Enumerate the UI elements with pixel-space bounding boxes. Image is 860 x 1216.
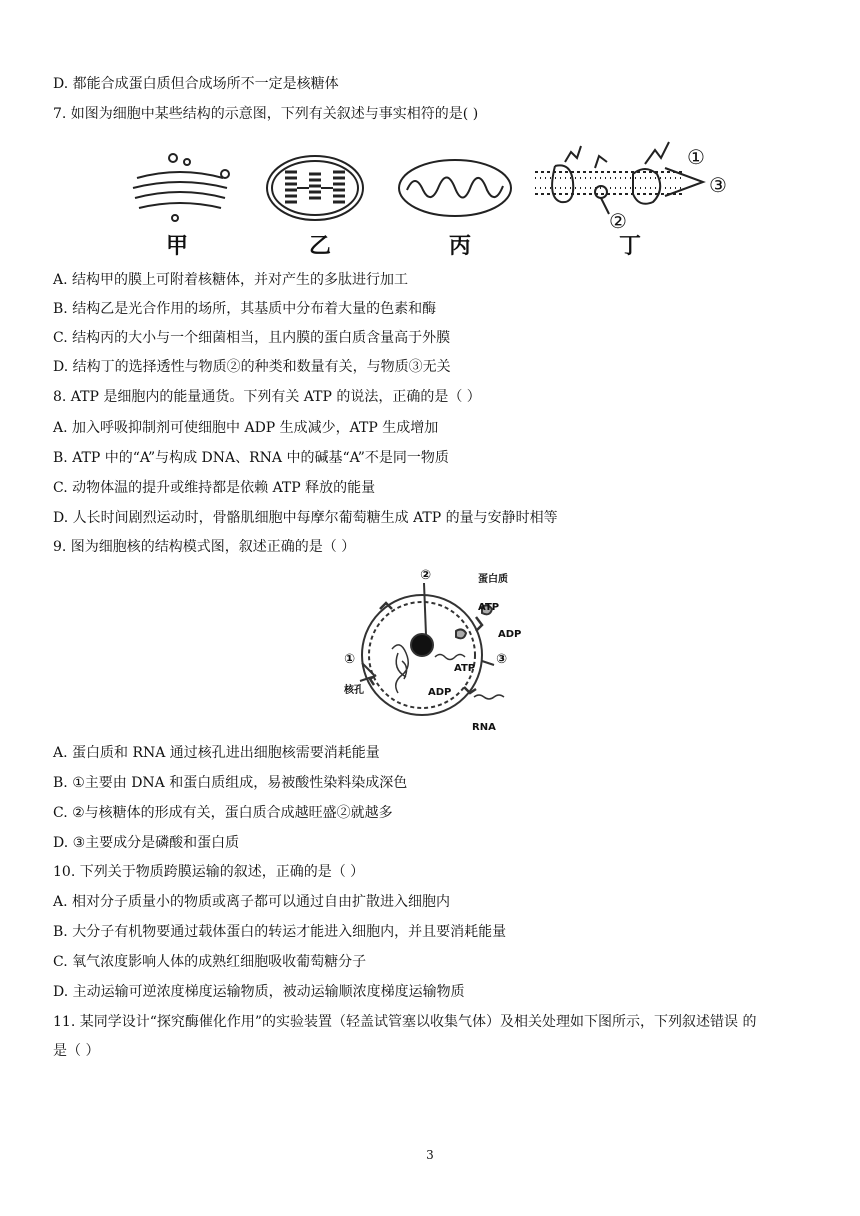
q7-option-b: B. 结构乙是光合作用的场所，其基质中分布着大量的色素和酶 (53, 301, 437, 317)
q9-option-d: D. ③主要成分是磷酸和蛋白质 (53, 835, 240, 851)
cell-membrane (535, 142, 703, 214)
marker-1: ① (687, 145, 705, 169)
label-yi: 乙 (308, 234, 332, 259)
label-adp-bottom: ADP (428, 687, 452, 698)
marker-3: ③ (709, 173, 727, 197)
label-bing: 丙 (448, 234, 472, 259)
label-atp-bottom: ATP (454, 663, 476, 674)
question-7: 7. 如图为细胞中某些结构的示意图，下列有关叙述与事实相符的是( ) (53, 106, 479, 122)
question-10: 10. 下列关于物质跨膜运输的叙述，正确的是（ ） (53, 864, 365, 880)
q8-option-b: B. ATP 中的“A”与构成 DNA、RNA 中的碱基“A”不是同一物质 (53, 450, 449, 466)
q8-option-c: C. 动物体温的提升或维持都是依赖 ATP 释放的能量 (53, 480, 376, 496)
label-nuclear-pore: 核孔 (344, 685, 364, 696)
nucleus-marker-2: ② (420, 568, 432, 583)
q8-option-d: D. 人长时间剧烈运动时，骨骼肌细胞中每摩尔葡萄糖生成 ATP 的量与安静时相等 (53, 510, 558, 526)
q7-option-a: A. 结构甲的膜上可附着核糖体，并对产生的多肽进行加工 (53, 272, 409, 288)
q10-option-a: A. 相对分子质量小的物质或离子都可以通过自由扩散进入细胞内 (53, 894, 451, 910)
question-8: 8. ATP 是细胞内的能量通货。下列有关 ATP 的说法，正确的是（ ） (53, 389, 481, 405)
label-protein: 蛋白质 (478, 574, 508, 585)
page-number: 3 (426, 1148, 434, 1162)
chloroplast (267, 156, 363, 220)
label-adp-top: ADP (498, 629, 522, 640)
q10-option-d: D. 主动运输可逆浓度梯度运输物质，被动运输顺浓度梯度运输物质 (53, 984, 465, 1000)
nucleus-figure (340, 565, 530, 737)
label-atp-top: ATP (478, 602, 500, 613)
nucleus-marker-1: ① (344, 652, 356, 667)
question-11-line1: 11. 某同学设计“探究酶催化作用”的实验装置（轻盖试管塞以收集气体）及相关处理如下图所示，下列叙述错误 的 (53, 1014, 757, 1030)
organelle-figure (125, 128, 735, 260)
label-rna: RNA (472, 722, 496, 733)
q9-option-b: B. ①主要由 DNA 和蛋白质组成，易被酸性染料染成深色 (53, 775, 408, 791)
label-jia: 甲 (165, 234, 189, 259)
q7-option-c: C. 结构丙的大小与一个细菌相当，且内膜的蛋白质含量高于外膜 (53, 330, 451, 346)
q8-option-a: A. 加入呼吸抑制剂可使细胞中 ADP 生成减少，ATP 生成增加 (53, 420, 439, 436)
question-11-line2: 是（ ） (53, 1043, 100, 1059)
option-d-q6: D. 都能合成蛋白质但合成场所不一定是核糖体 (53, 76, 339, 92)
q9-option-c: C. ②与核糖体的形成有关，蛋白质合成越旺盛②就越多 (53, 805, 393, 821)
q10-option-c: C. 氧气浓度影响人体的成熟红细胞吸收葡萄糖分子 (53, 954, 367, 970)
q9-option-a: A. 蛋白质和 RNA 通过核孔进出细胞核需要消耗能量 (53, 745, 380, 761)
golgi-body (133, 154, 229, 221)
label-ding: 丁 (618, 234, 642, 259)
marker-2: ② (609, 209, 627, 233)
q10-option-b: B. 大分子有机物要通过载体蛋白的转运才能进入细胞内，并且要消耗能量 (53, 924, 507, 940)
nucleus-marker-3: ③ (496, 652, 508, 667)
mitochondrion (399, 160, 511, 216)
q7-option-d: D. 结构丁的选择透性与物质②的种类和数量有关，与物质③无关 (53, 359, 451, 375)
question-9: 9. 图为细胞核的结构模式图，叙述正确的是（ ） (53, 539, 356, 555)
